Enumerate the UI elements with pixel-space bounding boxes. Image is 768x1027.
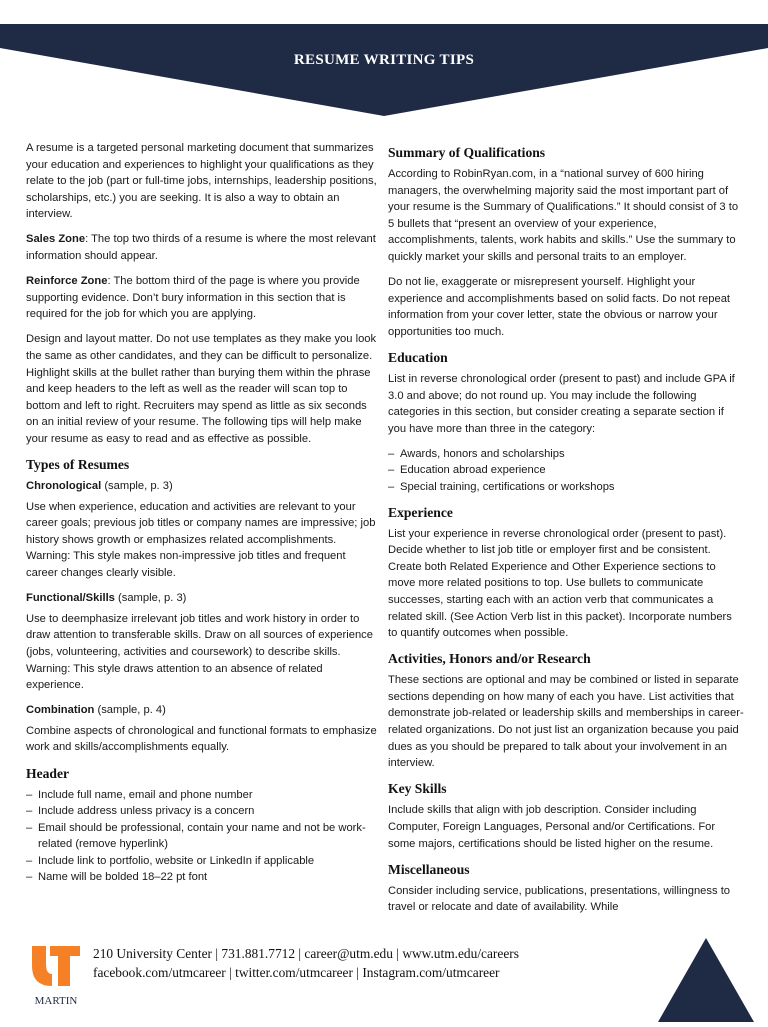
functional-text: Use to deemphasize irrelevant job titles and work history in order to draw attention to transferable skills. Draw on all sources of experience (jobs, volunteering, activities and coursework) to describe skills. Warning: This style draws attention to an absence of related experience. [26,612,373,692]
footer-social-line: facebook.com/utmcareer | twitter.com/utmcareer | Instagram.com/utmcareer [93,965,500,980]
activities-heading: Activities, Honors and/or Research [388,651,591,667]
reinforce-zone-label: Reinforce Zone [26,275,108,288]
activities-text: These sections are optional and may be combined or listed in separate sections depending on how many of each you have. List activities that demonstrate job-related or leadership skills and memberships in career-related organizations. Do not just list an organization because you paid dues as you should be prepared to talk about your involvement in an interview. [388,674,744,770]
list-item: – Include link to portfolio, website or LinkedIn if applicable [26,853,378,870]
list-item: – Include full name, email and phone number [26,787,378,804]
combination-ref: (sample, p. 4) [94,704,166,717]
combination-text: Combine aspects of chronological and functional formats to emphasize work and skills/accomplishments equally. [26,724,377,754]
intro-paragraph: A resume is a targeted personal marketing document that summarizes your education and experiences to highlight your qualifications as they relate to the job (part or full-time jobs, internships, leadership positions, scholarships, etc.) you are seeking. It is also a way to obtain an interview. [26,142,377,221]
combination-subheading [26,702,378,719]
page-title: RESUME WRITING TIPS [293,52,475,68]
summary-heading: Summary of Qualifications [388,145,546,160]
miscellaneous-heading: Miscellaneous [388,861,470,877]
list-item: – Awards, honors and scholarships [388,446,744,463]
key-skills-text: Include skills that align with job description. Consider including Computer, Foreign Languages, Personal and/or Certifications. For some majors, certifications should be listed higher on the resume. [388,804,716,850]
combination-label: Combination [26,704,95,717]
list-item: – Email should be professional, contain your name and not be work-related (remove hyperlink) [26,820,378,853]
key-skills-heading: Key Skills [388,781,447,797]
chronological-ref: (sample, p. 3) [101,480,173,493]
footer-triangle-shape [658,938,754,1022]
left-column [26,140,378,894]
reinforce-zone-text: : The bottom third of the page is where you provide supporting evidence. Don’t bury information in this section that is required for the job for which you are applying. [26,275,360,321]
education-heading: Education [388,349,448,365]
sales-zone-label: Sales Zone [26,233,86,246]
right-column [388,142,744,924]
sales-zone-paragraph [26,231,378,264]
types-of-resumes-heading: Types of Resumes [26,457,130,473]
summary-paragraph-2: Do not lie, exaggerate or misrepresent yourself. Highlight your experience and accomplishments based on solid facts. Do not repeat information from your cover letter, state the obvious or narrow your opportunities too much. [388,276,731,338]
footer-contact-line: 210 University Center | 731.881.7712 | career@utm.edu | www.utm.edu/careers [93,946,519,961]
functional-label: Functional/Skills [26,592,115,605]
experience-text: List your experience in reverse chronological order (present to past). Decide whether to list job title or employer first and be consistent. Create both Related Experience and Other Experience sections to move more related positions to top. Use bullets to communicate successes, starting each with an action verb that communicates a related skill. (See Action Verb list in this packet). Incorporate numbers to quantify outcomes when possible. [388,527,732,640]
header-list [26,787,378,887]
list-item: – Special training, certifications or workshops [388,479,744,496]
education-text: List in reverse chronological order (present to past) and include GPA if 3.0 and above; do not round up. You may include the following categories in this section, but consider creating a separate section if you have more than three in the category: [388,372,735,435]
education-list [388,446,744,496]
list-item: – Name will be bolded 18–22 pt font [26,869,378,886]
design-paragraph: Design and layout matter. Do not use templates as they make you look the same as other candidates, and they can be difficult to personalize. Highlight skills at the bullet rather than burying them within the phrase and keep headers to the left as well as the reader will scan top to bottom and left to right. Recruiters may spend as little as six seconds on an initial review of your resume. The following tips will help make your resume as easy to read and as effective as possible. [26,333,377,445]
reinforce-zone-paragraph [26,273,378,323]
chronological-text: Use when experience, education and activities are relevant to your career goals; previous job titles or company names are impressive; job history shows growth or emphasizes related accomplishments. Warning: This style makes non-impressive job titles and frequent career changes clearly visible. [26,500,376,580]
summary-paragraph-1: According to RobinRyan.com, in a “national survey of 600 hiring managers, the overwhelming majority said the most important part of your resume is the Summary of Qualifications.” It should consist of 3 to 5 bullets that “present an overview of your experience, accomplishments, talents, work habits and skills.” Use the summary to quickly market your skills and personal traits to an employer. [388,168,739,263]
ut-logo-icon [30,942,82,1012]
logo-text: MARTIN [34,995,78,1007]
experience-heading: Experience [388,504,453,520]
header-heading: Header [26,765,70,781]
ut-martin-logo [30,942,82,1012]
functional-ref: (sample, p. 3) [114,592,187,605]
sales-zone-text: : The top two thirds of a resume is where the most relevant information should appear. [26,233,376,263]
functional-subheading [26,590,378,607]
list-item: – Education abroad experience [388,462,744,479]
chronological-subheading [26,478,378,495]
footer-triangle [658,938,754,1027]
chronological-label: Chronological [26,480,102,493]
miscellaneous-text: Consider including service, publications, presentations, willingness to travel or relocate and date of availability. While [388,884,731,914]
list-item: – Include address unless privacy is a concern [26,803,378,820]
